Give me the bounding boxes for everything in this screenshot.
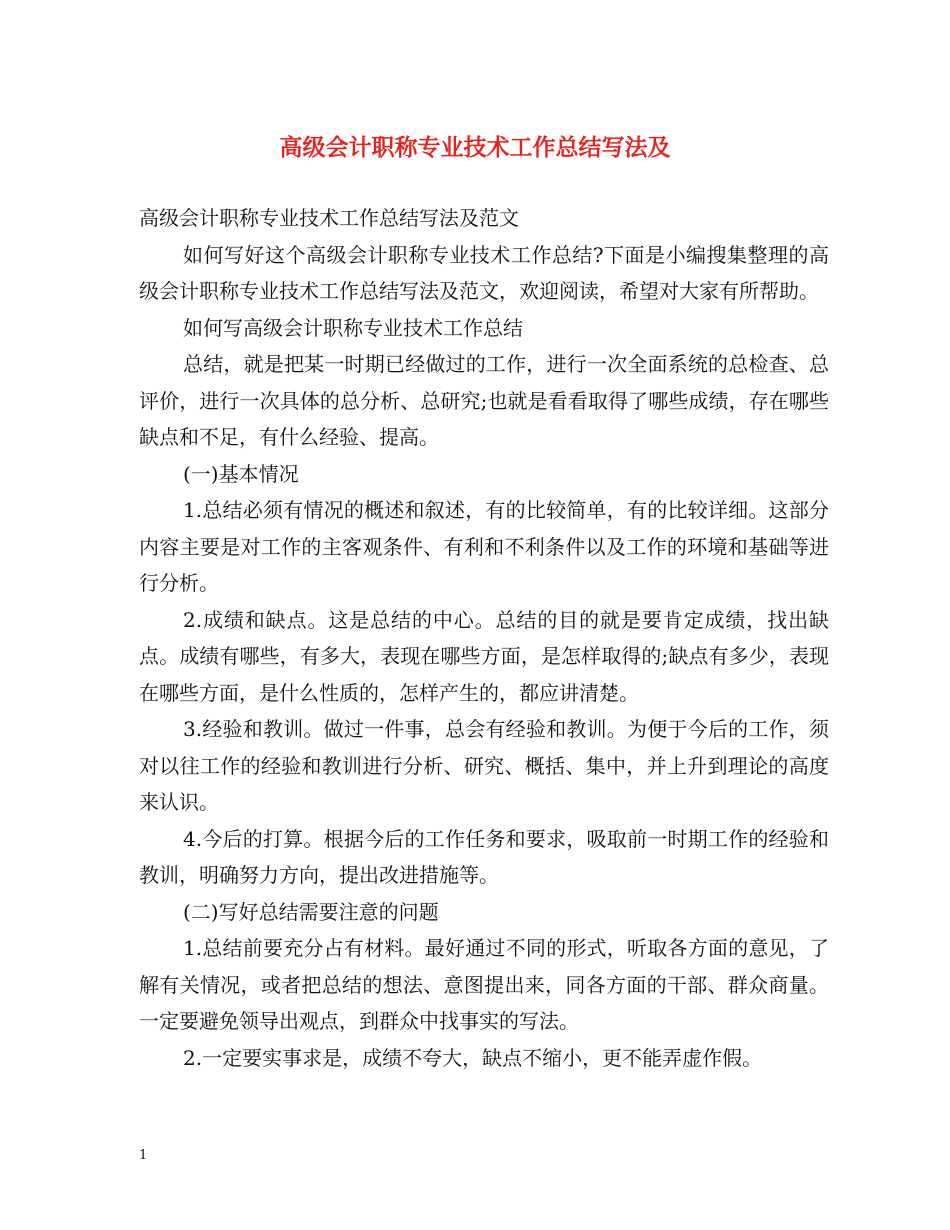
paragraph-subtitle: 高级会计职称专业技术工作总结写法及范文 <box>139 206 519 230</box>
document-body <box>139 200 829 1076</box>
paragraph-note-2: 2.一定要实事求是，成绩不夸大，缺点不缩小，更不能弄虚作假。 <box>183 1045 763 1070</box>
paragraph-item-3: 3.经验和教训。做过一件事，总会有经验和教训。为便于今后的工作，须对以往工作的经验和教训进行分析、研究、概括、集中，并上升到理论的高度来认识。 <box>139 717 829 814</box>
paragraph-heading-basic: (一)基本情况 <box>183 461 299 486</box>
paragraph-heading-notes: (二)写好总结需要注意的问题 <box>183 899 439 924</box>
paragraph-item-2: 2.成绩和缺点。这是总结的中心。总结的目的就是要肯定成绩，找出缺点。成绩有哪些，有多大，表现在哪些方面，是怎样取得的;缺点有多少，表现在哪些方面，是什么性质的，怎样产生的，都应讲清楚。 <box>139 607 829 705</box>
paragraph-item-1: 1.总结必须有情况的概述和叙述，有的比较简单，有的比较详细。这部分内容主要是对工作的主客观条件、有利和不利条件以及工作的环境和基础等进行分析。 <box>139 498 829 595</box>
paragraph-definition: 总结，就是把某一时期已经做过的工作，进行一次全面系统的总检查、总评价，进行一次具体的总分析、总研究;也就是看看取得了哪些成绩，存在哪些缺点和不足，有什么经验、提高。 <box>139 352 829 449</box>
page-number: 1 <box>139 1148 148 1163</box>
paragraph-note-1: 1.总结前要充分占有材料。最好通过不同的形式，听取各方面的意见，了解有关情况，或者把总结的想法、意图提出来，同各方面的干部、群众商量。一定要避免领导出观点，到群众中找事实的写法。 <box>139 936 829 1033</box>
paragraph-section-heading: 如何写高级会计职称专业技术工作总结 <box>183 315 523 340</box>
document-title: 高级会计职称专业技术工作总结写法及 <box>279 135 671 161</box>
paragraph-intro: 如何写好这个高级会计职称专业技术工作总结?下面是小编搜集整理的高级会计职称专业技术工作总结写法及范文，欢迎阅读，希望对大家有所帮助。 <box>139 242 829 303</box>
paragraph-item-4: 4.今后的打算。根据今后的工作任务和要求，吸取前一时期工作的经验和教训，明确努力方向，提出改进措施等。 <box>139 826 829 887</box>
